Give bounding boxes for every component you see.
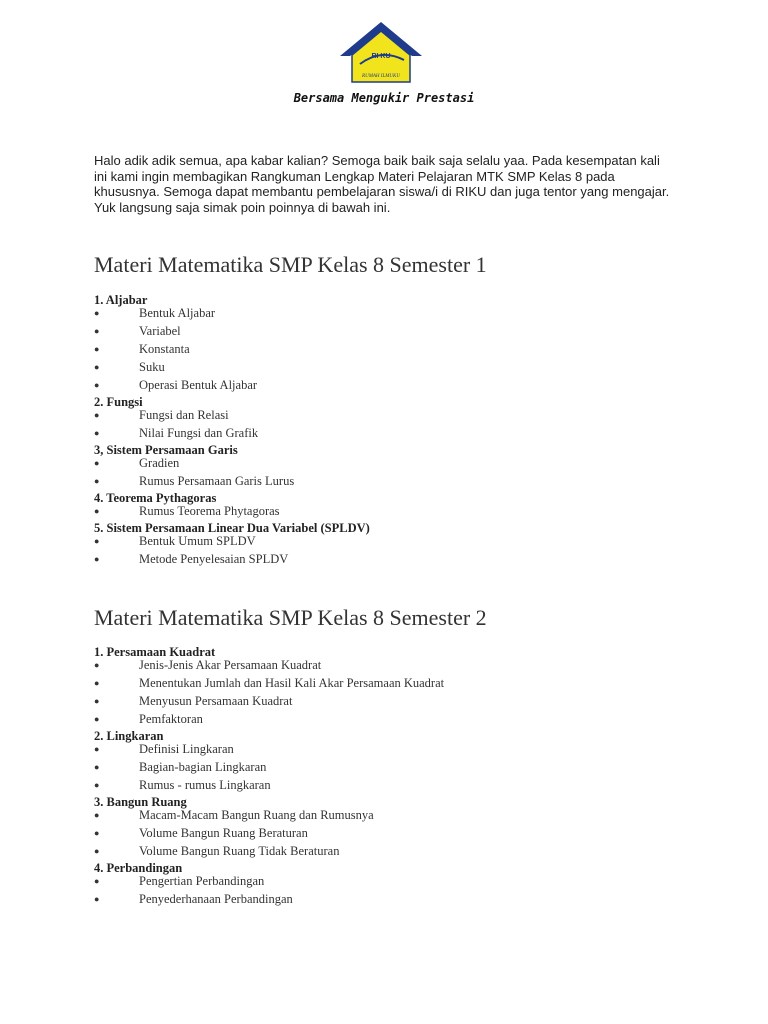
bullet-icon: ●	[94, 362, 100, 372]
bullet-icon: ●	[94, 810, 100, 820]
bullet-icon: ●	[94, 326, 100, 336]
list-item: ● Jenis-Jenis Akar Persamaan Kuadrat	[94, 658, 322, 672]
list-item: ● Rumus Teorema Phytagoras	[94, 504, 280, 518]
bullet-icon: ●	[94, 506, 100, 516]
list-item: ● Pemfaktoran	[94, 712, 203, 726]
semester1-heading: Materi Matematika SMP Kelas 8 Semester 1	[94, 252, 487, 277]
list-item: ● Penyederhanaan Perbandingan	[94, 892, 293, 906]
topic-title: 3. Bangun Ruang	[94, 795, 187, 809]
topic-title: 2. Lingkaran	[94, 729, 164, 743]
bullet-icon: ●	[94, 678, 100, 688]
bullet-icon: ●	[94, 476, 100, 486]
topic-title: 4. Perbandingan	[94, 861, 183, 875]
list-item: ● Suku	[94, 360, 165, 374]
list-item: ● Macam-Macam Bangun Ruang dan Rumusnya	[94, 808, 374, 822]
bullet-icon: ●	[94, 660, 100, 670]
list-item: ● Volume Bangun Ruang Tidak Beraturan	[94, 844, 340, 858]
list-item: ● Bagian-bagian Lingkaran	[94, 760, 267, 774]
topic-title: 1. Persamaan Kuadrat	[94, 645, 216, 659]
bullet-icon: ●	[94, 876, 100, 886]
bullet-icon: ●	[94, 714, 100, 724]
list-item: ● Bentuk Umum SPLDV	[94, 534, 256, 548]
bullet-icon: ●	[94, 846, 100, 856]
list-item: ● Pengertian Perbandingan	[94, 874, 265, 888]
topic-title: 4. Teorema Pythagoras	[94, 491, 217, 505]
topic-title: 2. Fungsi	[94, 395, 143, 409]
list-item: ● Konstanta	[94, 342, 190, 356]
list-item: ● Variabel	[94, 324, 181, 338]
list-item: ● Bentuk Aljabar	[94, 306, 216, 320]
bullet-icon: ●	[94, 744, 100, 754]
topic-title: 1. Aljabar	[94, 293, 148, 307]
bullet-icon: ●	[94, 828, 100, 838]
intro-paragraph: Halo adik adik semua, apa kabar kalian? Semoga baik baik saja selalu yaa. Pada kesempatan kali ini kami ingin membagikan Rangkuman Lengkap Materi Pelajaran MTK SMP Kelas 8 pada khususnya. Semoga dapat membantu pembelajaran siswa/i di RIKU dan juga tentor yang mengajar. Yuk langsung saja simak poin poinnya di bawah ini.	[94, 153, 670, 215]
bullet-icon: ●	[94, 554, 100, 564]
semester1-section	[94, 292, 694, 568]
list-item: ● Volume Bangun Ruang Beraturan	[94, 826, 308, 840]
bullet-icon: ●	[94, 762, 100, 772]
list-item: ● Rumus Persamaan Garis Lurus	[94, 474, 295, 488]
topic-title: 3, Sistem Persamaan Garis	[94, 443, 238, 457]
bullet-icon: ●	[94, 458, 100, 468]
list-item: ● Operasi Bentuk Aljabar	[94, 378, 258, 392]
list-item: ● Menyusun Persamaan Kuadrat	[94, 694, 293, 708]
list-item: ● Fungsi dan Relasi	[94, 408, 229, 422]
list-item: ● Nilai Fungsi dan Grafik	[94, 426, 259, 440]
list-item: ● Rumus - rumus Lingkaran	[94, 778, 271, 792]
bullet-icon: ●	[94, 780, 100, 790]
logo-bottom-text: RUMAH ILMUKU	[362, 74, 400, 79]
bullet-icon: ●	[94, 428, 100, 438]
logo-top-text: RI KU	[371, 53, 391, 60]
bullet-icon: ●	[94, 536, 100, 546]
semester2-section	[94, 644, 694, 908]
riku-logo	[338, 20, 424, 86]
bullet-icon: ●	[94, 894, 100, 904]
bullet-icon: ●	[94, 308, 100, 318]
topic-title: 5. Sistem Persamaan Linear Dua Variabel (SPLDV)	[94, 521, 370, 535]
tagline: Bersama Mengukir Prestasi	[293, 91, 475, 105]
list-item: ● Gradien	[94, 456, 180, 470]
list-item: ● Metode Penyelesaian SPLDV	[94, 552, 289, 566]
semester2-heading: Materi Matematika SMP Kelas 8 Semester 2	[94, 605, 487, 630]
bullet-icon: ●	[94, 344, 100, 354]
list-item: ● Menentukan Jumlah dan Hasil Kali Akar Persamaan Kuadrat	[94, 676, 445, 690]
bullet-icon: ●	[94, 410, 100, 420]
bullet-icon: ●	[94, 696, 100, 706]
bullet-icon: ●	[94, 380, 100, 390]
list-item: ● Definisi Lingkaran	[94, 742, 234, 756]
